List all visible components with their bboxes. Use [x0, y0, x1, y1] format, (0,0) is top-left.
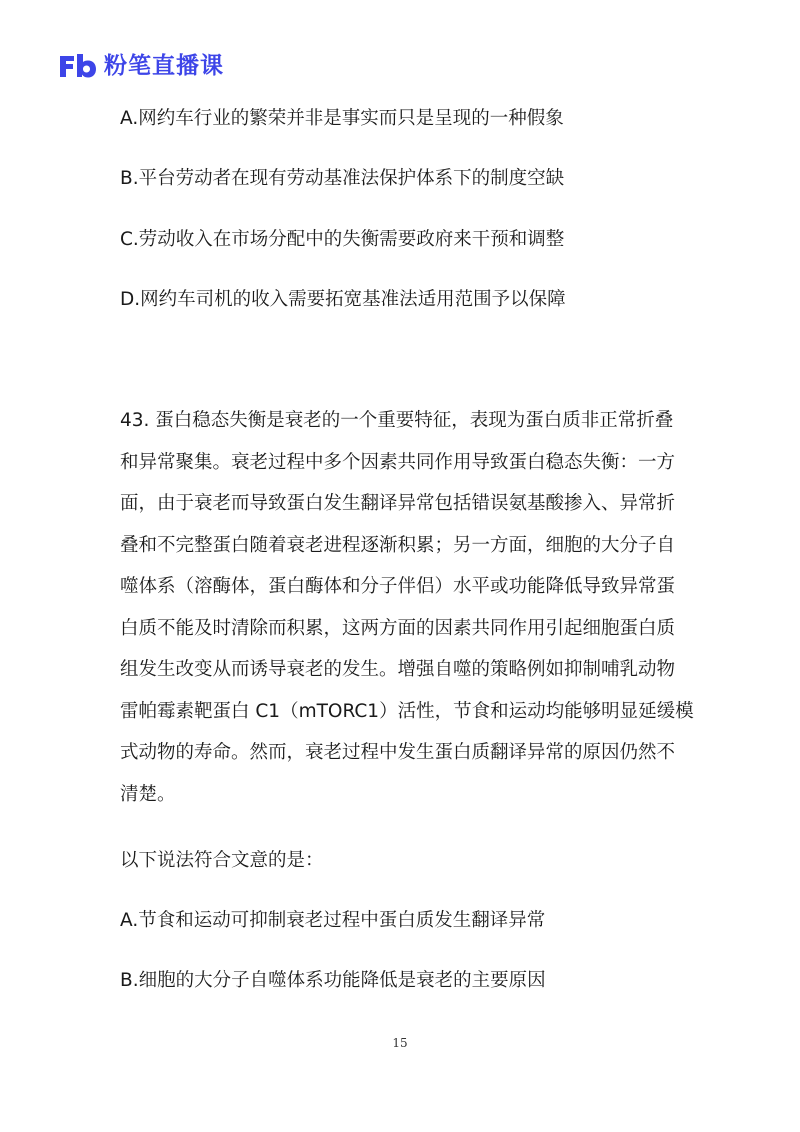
- passage-line: 和异常聚集。衰老过程中多个因素共同作用导致蛋白稳态失衡：一方: [120, 451, 676, 473]
- option-b: B.细胞的大分子自噬体系功能降低是衰老的主要原因: [120, 970, 546, 991]
- option-d: D.网约车司机的收入需要拓宽基准法适用范围予以保障: [120, 289, 566, 310]
- question-43-passage: [120, 400, 700, 815]
- fenbi-fb-logo-icon: [58, 52, 98, 80]
- passage-line: 组发生改变从而诱导衰老的发生。增强自噬的策略例如抑制哺乳动物: [120, 659, 676, 680]
- passage-line: 叠和不完整蛋白随着衰老进程逐渐积累；另一方面，细胞的大分子自: [120, 534, 676, 556]
- header-logo: [58, 50, 224, 82]
- option-a: A.节食和运动可抑制衰老过程中蛋白质发生翻译异常: [120, 910, 546, 931]
- option-a: A.网约车行业的繁荣并非是事实而只是呈现的一种假象: [120, 108, 564, 129]
- passage-line: 清楚。: [120, 783, 176, 805]
- passage-line: 面，由于衰老而导致蛋白发生翻译异常包括错误氨基酸掺入、异常折: [120, 493, 676, 514]
- option-b: B.平台劳动者在现有劳动基准法保护体系下的制度空缺: [120, 168, 565, 189]
- passage-line: 43. 蛋白稳态失衡是衰老的一个重要特征，表现为蛋白质非正常折叠: [120, 410, 674, 431]
- passage-line: 噬体系（溶酶体，蛋白酶体和分子伴侣）水平或功能降低导致异常蛋: [120, 576, 676, 597]
- page-number: 15: [392, 1036, 408, 1050]
- question-prompt: 以下说法符合文意的是：: [120, 850, 324, 871]
- logo-text: 粉笔直播课: [104, 53, 224, 79]
- passage-line: 白质不能及时清除而积累，这两方面的因素共同作用引起细胞蛋白质: [120, 617, 676, 639]
- option-c: C.劳动收入在市场分配中的失衡需要政府来干预和调整: [120, 229, 565, 250]
- passage-line: 雷帕霉素靶蛋白 C1（mTORC1）活性，节食和运动均能够明显延缓模: [120, 700, 694, 722]
- passage-line: 式动物的寿命。然而，衰老过程中发生蛋白质翻译异常的原因仍然不: [120, 742, 676, 763]
